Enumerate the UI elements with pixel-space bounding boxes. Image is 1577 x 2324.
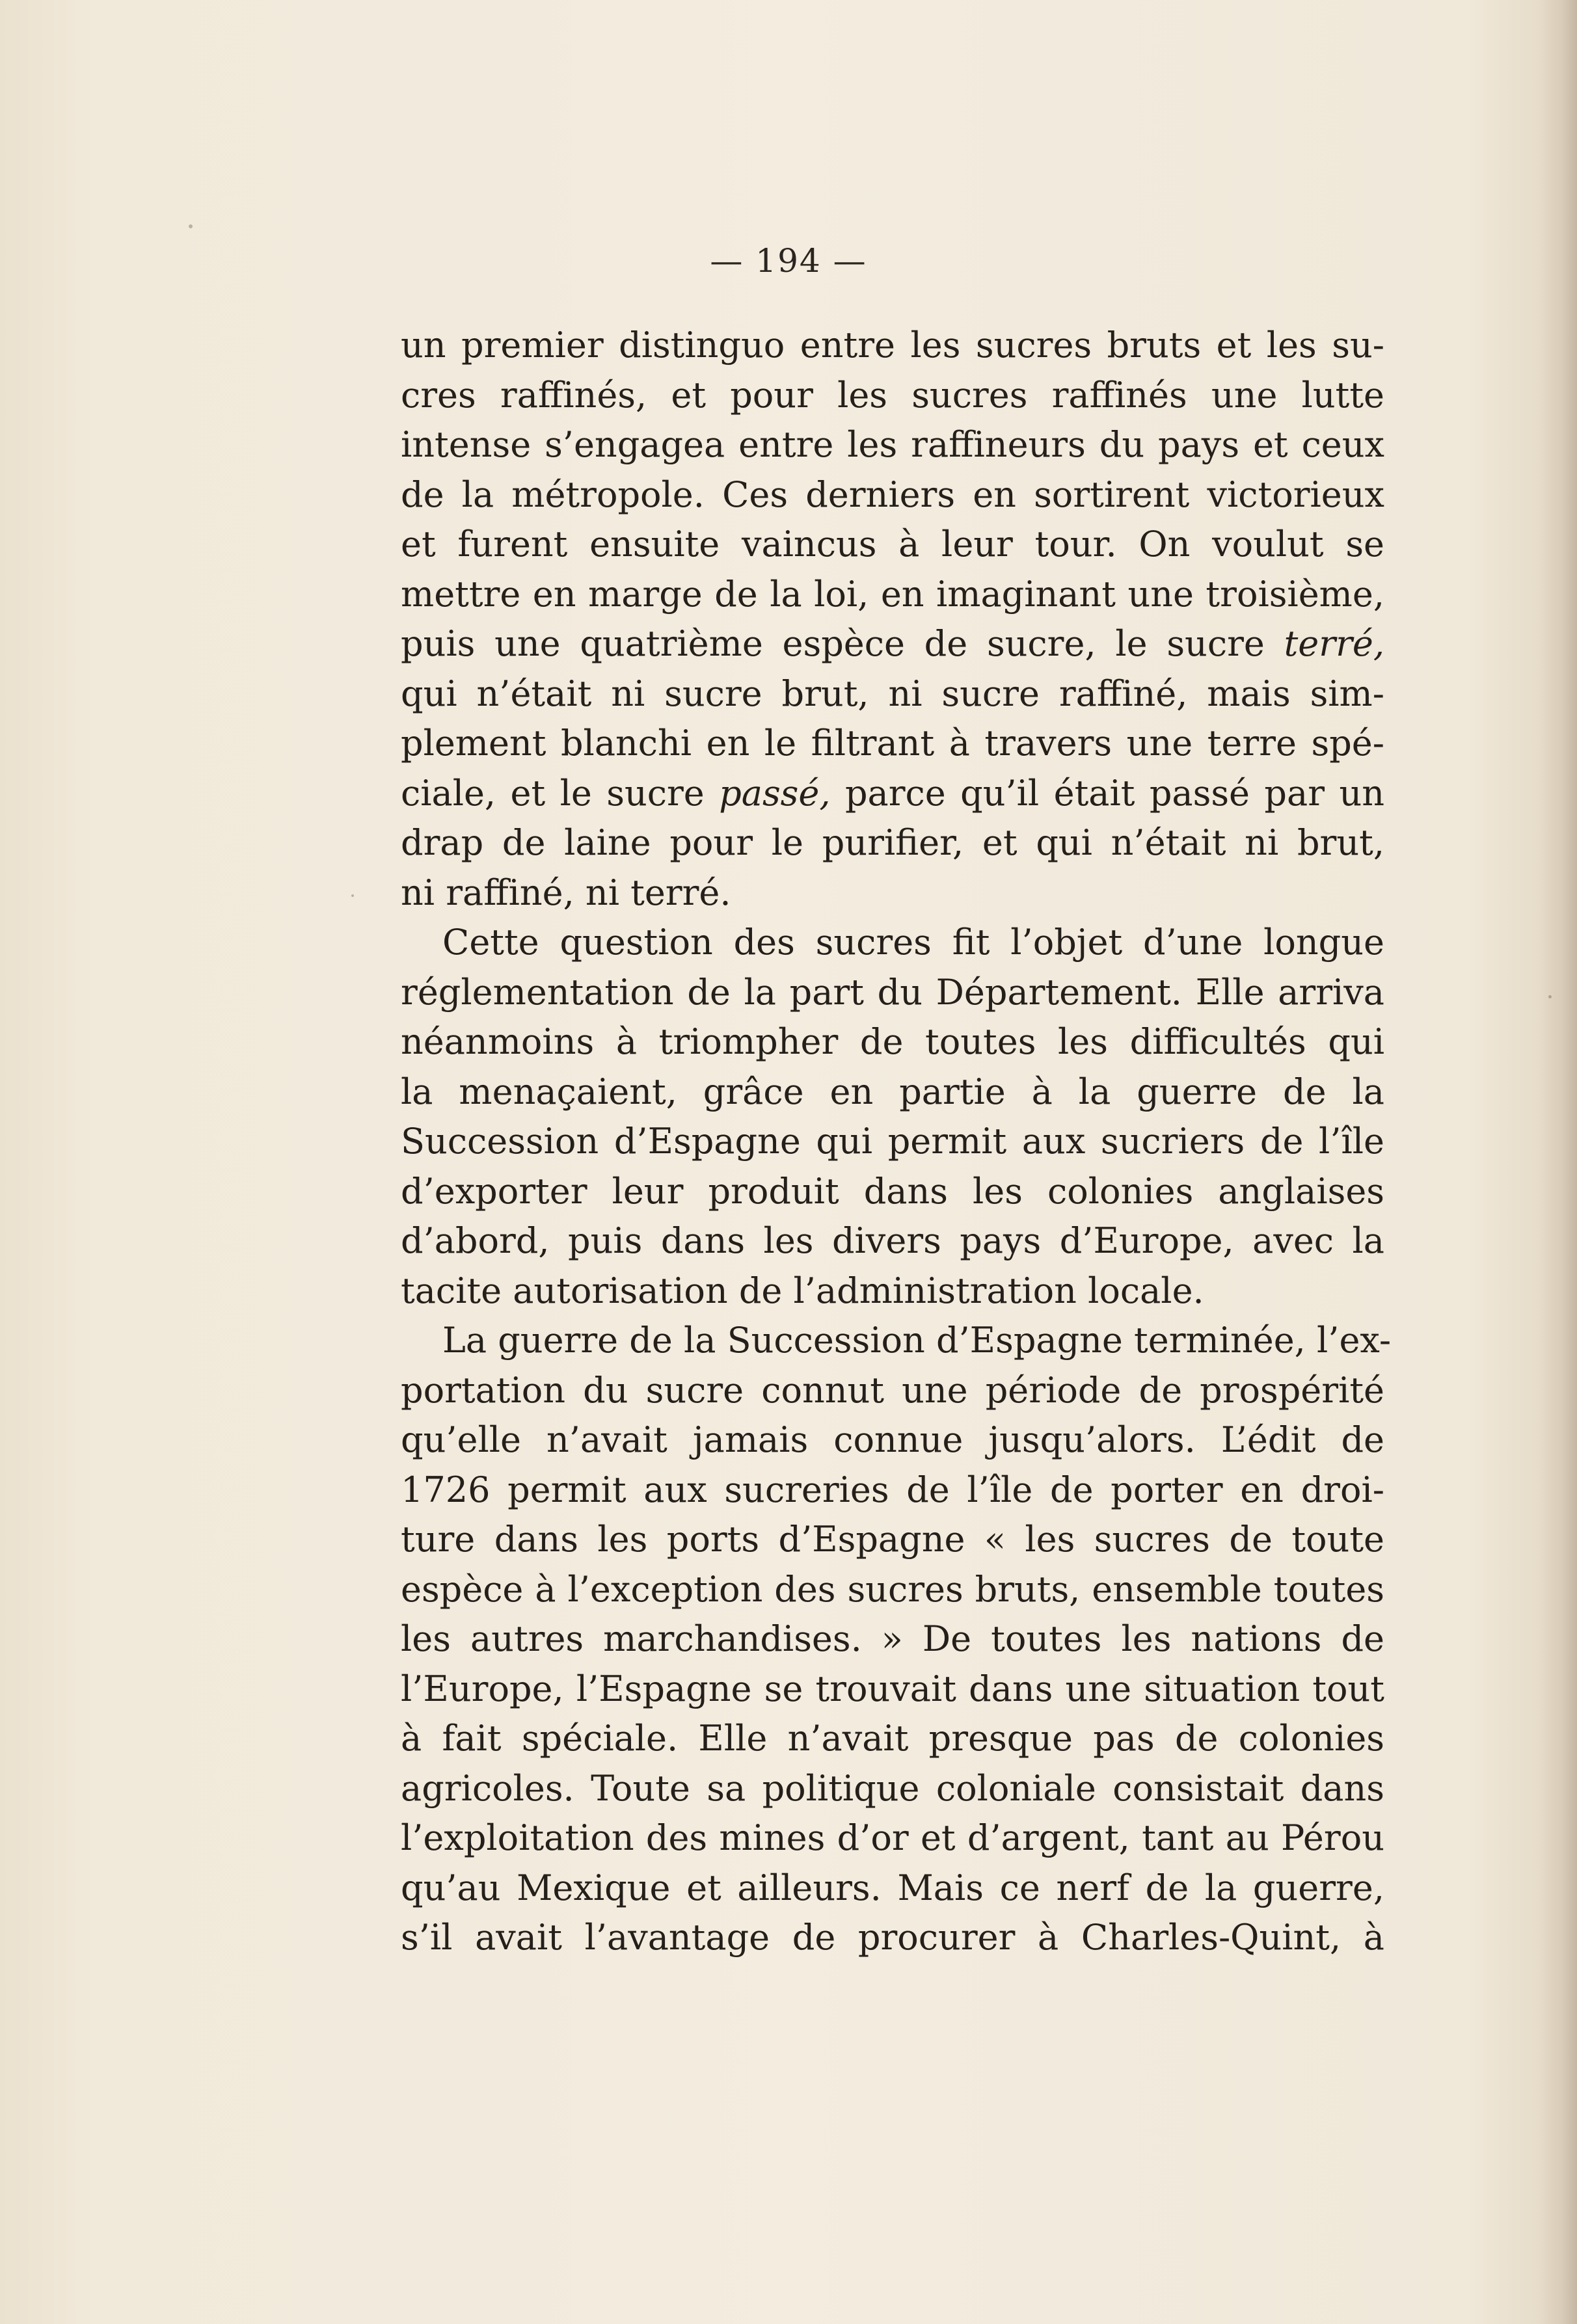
paper-speck [351,894,354,897]
paragraph [401,1316,1392,1963]
text-line [401,818,1384,868]
text-line [401,1515,1384,1565]
text-line [401,1614,1384,1664]
text-segment: de la métropole. Ces derniers en sortirent victorieux [401,474,1384,515]
text-line [401,1017,1384,1067]
text-segment: néanmoins à triompher de toutes les difficultés qui [401,1021,1384,1062]
text-segment: qui n’était ni sucre brut, ni sucre raffiné, mais sim- [401,673,1384,714]
text-segment: les autres marchandises. » De toutes les nations de [401,1618,1384,1659]
text-line [401,1067,1384,1117]
text-segment: ciale, et le sucre [401,772,720,814]
italic-text: passé, [719,772,831,814]
page-number: — 194 — [710,242,867,280]
text-segment: drap de laine pour le purifier, et qui n’était ni brut, [401,822,1384,863]
paragraph [401,321,1384,918]
text-line [401,1366,1384,1416]
text-segment: parce qu’il était passé par un [830,772,1384,814]
text-segment: tacite autorisation de l’administration locale. [401,1270,1204,1311]
text-line [401,470,1384,520]
text-line [401,1913,1384,1963]
text-segment: portation du sucre connut une période de prospérité [401,1369,1384,1411]
text-segment: qu’elle n’avait jamais connue jusqu’alors. L’édit de [401,1419,1384,1460]
text-line [401,420,1384,470]
text-line [401,918,1384,968]
text-segment: ture dans les ports d’Espagne « les sucres de toute [401,1519,1384,1560]
text-segment: plement blanchi en le filtrant à travers une terre spé- [401,723,1384,764]
text-line [401,520,1384,570]
text-segment: intense s’engagea entre les raffineurs du pays et ceux [401,424,1384,465]
text-line [401,1813,1384,1863]
text-line [401,570,1384,620]
text-segment: d’exporter leur produit dans les colonies anglaises [401,1170,1384,1212]
italic-text: terré, [1284,623,1384,664]
text-segment: et furent ensuite vaincus à leur tour. On voulut se [401,524,1384,565]
text-segment: l’exploitation des mines d’or et d’argent, tant au Pérou [401,1817,1384,1858]
text-segment: puis une quatrième espèce de sucre, le sucre [401,623,1284,664]
text-line [401,619,1384,669]
body-text [401,321,1392,1963]
text-line [401,1216,1384,1266]
text-segment: 1726 permit aux sucreries de l’île de porter en droi- [401,1469,1384,1510]
text-segment: ni raffiné, ni terré. [401,872,731,913]
text-line [401,1266,1384,1316]
text-segment: l’Europe, l’Espagne se trouvait dans une situation tout [401,1668,1384,1709]
paper-speck [189,224,193,228]
text-segment: Cette question des sucres fit l’objet d’une longue [442,922,1384,963]
text-segment: d’abord, puis dans les divers pays d’Europe, avec la [401,1220,1384,1261]
text-line [401,769,1384,819]
text-segment: un premier distinguo entre les sucres bruts et les su- [401,325,1384,366]
text-segment: réglementation de la part du Département. Elle arriva [401,971,1384,1013]
text-line [401,1167,1384,1217]
text-segment: espèce à l’exception des sucres bruts, ensemble toutes [401,1568,1384,1610]
text-segment: cres raffinés, et pour les sucres raffinés une lutte [401,374,1384,416]
text-line [401,1863,1384,1914]
text-line [401,1465,1384,1516]
text-line [401,1664,1384,1715]
text-line [401,1415,1384,1465]
text-line [401,1316,1392,1366]
text-segment: Succession d’Espagne qui permit aux sucriers de l’île [401,1121,1384,1162]
text-segment: s’il avait l’avantage de procurer à Charles-Quint, à [401,1917,1384,1958]
text-segment: à fait spéciale. Elle n’avait presque pas de colonies [401,1718,1384,1759]
text-line [401,1764,1384,1814]
text-line [401,719,1384,769]
text-line [401,371,1384,421]
text-line [401,669,1384,719]
text-line [401,1565,1384,1615]
text-segment: agricoles. Toute sa politique coloniale consistait dans [401,1767,1384,1809]
text-line [401,968,1384,1018]
page-edge-shadow [1538,0,1577,2324]
text-line [401,1117,1384,1167]
paper-speck [1548,995,1552,998]
text-line [401,1714,1384,1764]
text-segment: qu’au Mexique et ailleurs. Mais ce nerf de la guerre, [401,1867,1384,1908]
text-segment: mettre en marge de la loi, en imaginant une troisième, [401,573,1384,615]
text-segment: la menaçaient, grâce en partie à la guerre de la [401,1071,1384,1112]
text-line [401,868,1384,918]
text-line [401,321,1384,371]
text-segment: La guerre de la Succession d’Espagne terminée, l’ex- [442,1320,1392,1361]
paragraph [401,918,1384,1316]
